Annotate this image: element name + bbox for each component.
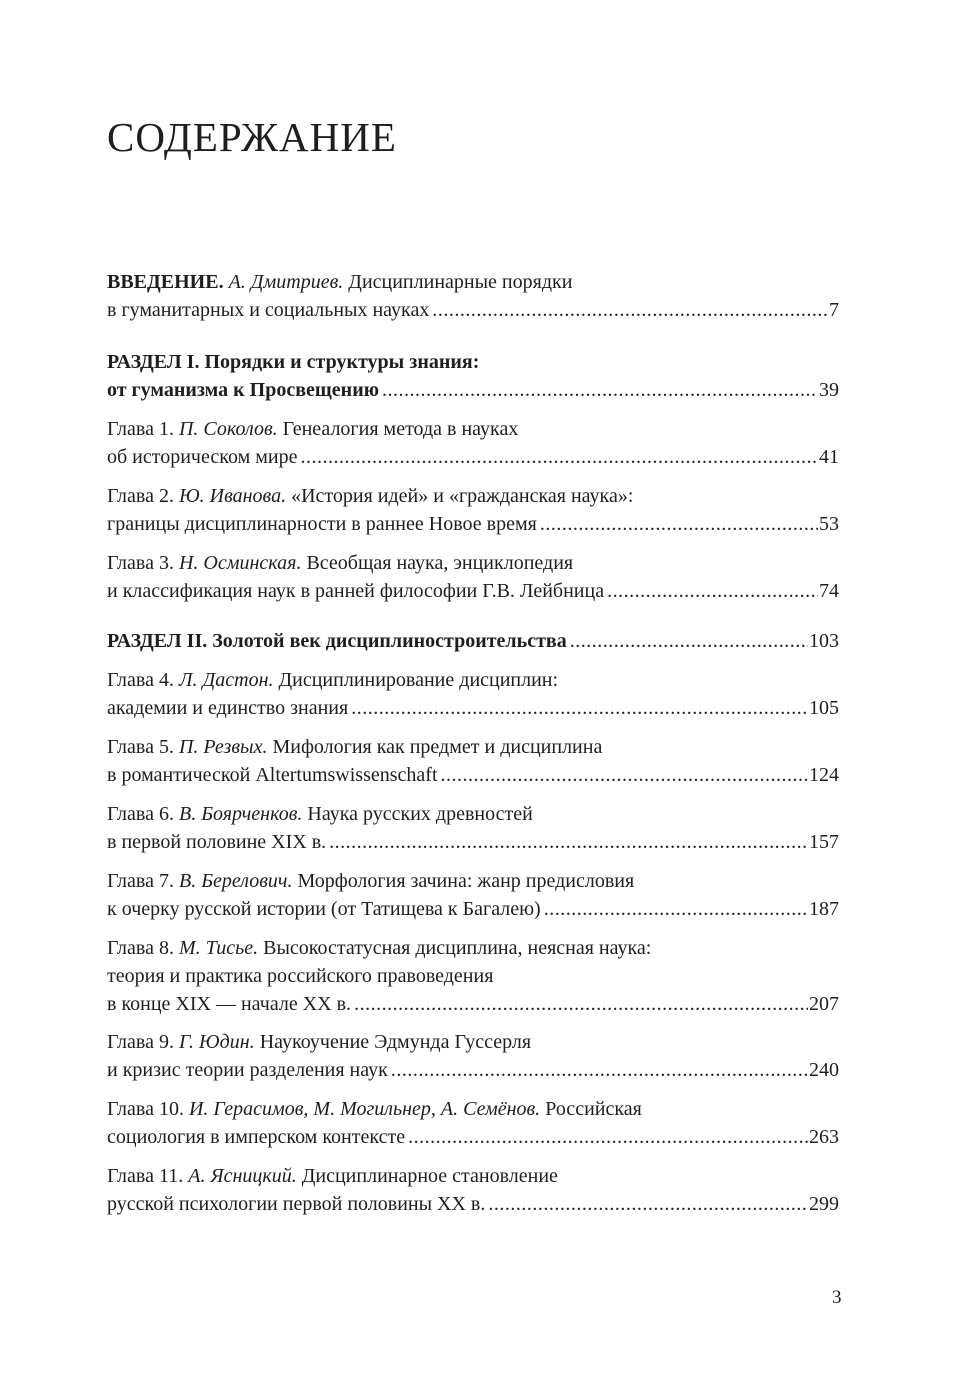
entry-author: Г. Юдин. <box>178 1031 255 1053</box>
entry-title-end: об историческом мире <box>107 446 298 468</box>
toc-entry-chapter-10[interactable] <box>107 1095 839 1151</box>
entry-prefix: Глава 1. <box>107 418 174 440</box>
entry-title-start: Высокостатусная дисциплина, неясная наука: <box>263 937 652 959</box>
dot-leader <box>432 296 828 324</box>
entry-page-number: 157 <box>809 831 839 853</box>
entry-title-end: границы дисциплинарности в раннее Новое время <box>107 513 537 535</box>
toc-entry-chapter-6[interactable] <box>107 800 839 856</box>
entry-author: В. Боярченков. <box>178 803 303 825</box>
entry-prefix: Глава 11. <box>107 1165 184 1187</box>
toc-entry-chapter-2[interactable] <box>107 482 839 538</box>
entry-title-start: Всеобщая наука, энциклопедия <box>306 552 574 574</box>
dot-leader <box>408 1123 808 1151</box>
toc-entry-chapter-4[interactable] <box>107 666 839 722</box>
dot-leader <box>351 694 808 722</box>
toc-entry-chapter-7[interactable] <box>107 867 839 923</box>
section-heading: РАЗДЕЛ II. Золотой век дисциплиностроительства <box>107 630 567 652</box>
entry-prefix: Глава 5. <box>107 736 174 758</box>
entry-page-number: 41 <box>819 446 839 468</box>
entry-author: А. Дмитриев. <box>228 271 344 293</box>
entry-page-number: 53 <box>819 513 839 535</box>
entry-title-end: академии и единство знания <box>107 697 349 719</box>
entry-author: А. Ясницкий. <box>188 1165 297 1187</box>
entry-prefix: Глава 3. <box>107 552 174 574</box>
entry-title-end: в конце XIX — начале XX в. <box>107 993 352 1015</box>
dot-leader <box>354 990 808 1018</box>
entry-prefix: Глава 10. <box>107 1098 184 1120</box>
entry-title-start: Российская <box>545 1098 642 1120</box>
entry-page-number: 74 <box>819 580 839 602</box>
entry-page-number: 240 <box>809 1059 839 1081</box>
entry-title-end: к очерку русской истории (от Татищева к Багалею) <box>107 898 541 920</box>
entry-title-start: Генеалогия метода в науках <box>282 418 519 440</box>
entry-title-start: Дисциплинирование дисциплин: <box>278 669 559 691</box>
dot-leader <box>441 761 808 789</box>
entry-author: П. Резвых. <box>178 736 268 758</box>
entry-title-end: в первой половине XIX в. <box>107 831 327 853</box>
section-heading-end: от гуманизма к Просвещению <box>107 379 380 401</box>
entry-prefix: Глава 6. <box>107 803 174 825</box>
dot-leader <box>391 1056 808 1084</box>
toc-entry-chapter-3[interactable] <box>107 549 839 605</box>
entry-title-middle: теория и практика российского правоведения <box>107 965 494 987</box>
entry-title-start: Мифология как предмет и дисциплина <box>272 736 603 758</box>
toc-entry-chapter-8[interactable] <box>107 934 839 1018</box>
dot-leader <box>382 376 818 404</box>
entry-prefix: ВВЕДЕНИЕ. <box>107 271 224 293</box>
dot-leader <box>607 577 818 605</box>
toc-section-2[interactable] <box>107 627 839 655</box>
dot-leader <box>540 510 818 538</box>
toc-entry-introduction[interactable] <box>107 268 839 324</box>
entry-title-end: русской психологии первой половины XX в. <box>107 1193 486 1215</box>
entry-page-number: 103 <box>809 630 839 652</box>
entry-author: В. Берелович. <box>178 870 293 892</box>
entry-page-number: 105 <box>809 697 839 719</box>
entry-title-end: в романтической Altertumswissenschaft <box>107 764 438 786</box>
entry-page-number: 7 <box>829 299 839 321</box>
entry-author: Н. Осминская. <box>178 552 302 574</box>
dot-leader <box>488 1190 808 1218</box>
entry-page-number: 39 <box>819 379 839 401</box>
entry-prefix: Глава 8. <box>107 937 174 959</box>
dot-leader <box>544 895 808 923</box>
entry-prefix: Глава 7. <box>107 870 174 892</box>
toc-entry-chapter-9[interactable] <box>107 1028 839 1084</box>
toc-entry-chapter-1[interactable] <box>107 415 839 471</box>
entry-title-start: Дисциплинарные порядки <box>348 271 573 293</box>
dot-leader <box>300 443 818 471</box>
toc-entry-chapter-5[interactable] <box>107 733 839 789</box>
entry-page-number: 187 <box>809 898 839 920</box>
entry-title-start: «История идей» и «гражданская наука»: <box>291 485 634 507</box>
entry-title-start: Наукоучение Эдмунда Гуссерля <box>259 1031 532 1053</box>
section-heading: РАЗДЕЛ I. Порядки и структуры знания: <box>107 351 480 373</box>
entry-author: Ю. Иванова. <box>178 485 287 507</box>
entry-title-end: в гуманитарных и социальных науках <box>107 299 430 321</box>
entry-title-start: Наука русских древностей <box>307 803 533 825</box>
dot-leader <box>570 627 808 655</box>
toc-entry-chapter-11[interactable] <box>107 1162 839 1218</box>
entry-page-number: 207 <box>809 993 839 1015</box>
entry-prefix: Глава 4. <box>107 669 174 691</box>
entry-title-start: Морфология зачина: жанр предисловия <box>297 870 635 892</box>
entry-author: Л. Дастон. <box>178 669 274 691</box>
entry-page-number: 299 <box>809 1193 839 1215</box>
entry-title-end: социология в имперском контексте <box>107 1126 406 1148</box>
entry-prefix: Глава 9. <box>107 1031 174 1053</box>
toc-section-1[interactable] <box>107 348 839 404</box>
dot-leader <box>329 828 808 856</box>
entry-title-start: Дисциплинарное становление <box>301 1165 558 1187</box>
entry-title-end: и кризис теории разделения наук <box>107 1059 388 1081</box>
entry-author: М. Тисье. <box>178 937 259 959</box>
entry-page-number: 263 <box>809 1126 839 1148</box>
entry-prefix: Глава 2. <box>107 485 174 507</box>
entry-title-end: и классификация наук в ранней философии Г.В. Лейбница <box>107 580 605 602</box>
entry-page-number: 124 <box>809 764 839 786</box>
entry-author: П. Соколов. <box>178 418 278 440</box>
page-title: СОДЕРЖАНИЕ <box>107 114 397 160</box>
entry-author: И. Герасимов, М. Могильнер, А. Семёнов. <box>188 1098 541 1120</box>
page-number: 3 <box>832 1287 842 1308</box>
